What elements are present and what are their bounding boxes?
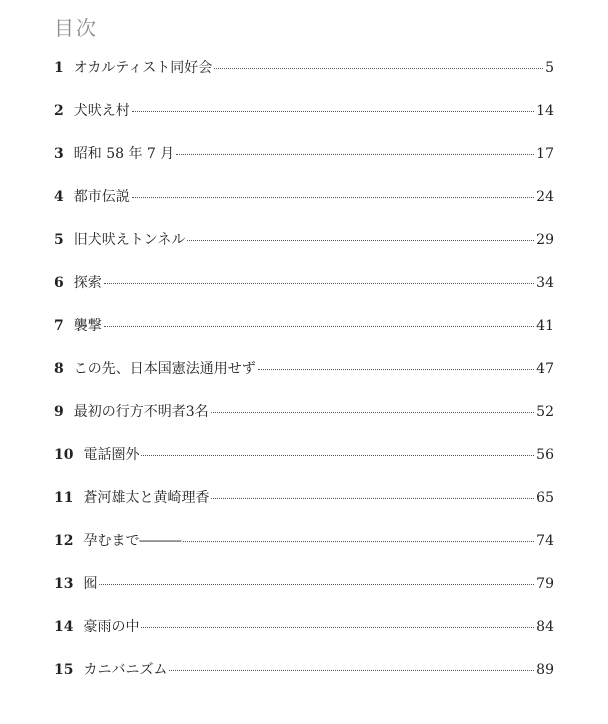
- toc-entry-number: 15: [54, 662, 74, 678]
- toc-entry[interactable]: [54, 617, 554, 660]
- toc-entry-title[interactable]: 最初の行方不明者3名: [73, 404, 209, 420]
- toc-entry[interactable]: [54, 101, 554, 144]
- toc-entry-page-number[interactable]: 14: [536, 103, 554, 119]
- dot-leader: [183, 541, 534, 542]
- toc-list: [54, 58, 554, 703]
- toc-entry-number: 5: [54, 232, 64, 248]
- toc-entry-title[interactable]: 囮: [83, 576, 98, 592]
- toc-entry-title[interactable]: 昭和 58 年 7 月: [73, 146, 175, 162]
- toc-entry-title[interactable]: 孕むまで―――: [83, 533, 182, 549]
- toc-entry-number: 2: [54, 103, 64, 119]
- toc-entry-number: 3: [54, 146, 64, 162]
- toc-entry-page-number[interactable]: 56: [536, 447, 554, 463]
- toc-entry-number: 6: [54, 275, 64, 291]
- toc-entry-number: 7: [54, 318, 64, 334]
- toc-entry[interactable]: [54, 574, 554, 617]
- toc-entry[interactable]: [54, 402, 554, 445]
- toc-title: 目次: [54, 16, 98, 40]
- toc-entry-number: 9: [54, 404, 64, 420]
- toc-entry-page-number[interactable]: 47: [536, 361, 554, 377]
- toc-entry[interactable]: [54, 359, 554, 402]
- toc-entry-title[interactable]: 旧犬吠えトンネル: [73, 232, 186, 248]
- toc-entry[interactable]: [54, 273, 554, 316]
- toc-entry-title[interactable]: オカルティスト同好会: [73, 60, 213, 76]
- toc-entry[interactable]: [54, 187, 554, 230]
- toc-entry-page-number[interactable]: 24: [536, 189, 554, 205]
- toc-entry-title[interactable]: 襲撃: [73, 318, 102, 334]
- toc-entry-page-number[interactable]: 5: [545, 60, 554, 76]
- toc-entry-number: 10: [54, 447, 74, 463]
- toc-entry-title[interactable]: 蒼河雄太と黄崎理香: [83, 490, 210, 506]
- toc-entry-page-number[interactable]: 74: [536, 533, 554, 549]
- toc-entry-number: 12: [54, 533, 74, 549]
- dot-leader: [104, 326, 534, 327]
- toc-entry-page-number[interactable]: 84: [536, 619, 554, 635]
- toc-entry-number: 11: [54, 490, 74, 506]
- toc-entry[interactable]: [54, 531, 554, 574]
- toc-entry-title[interactable]: 探索: [73, 275, 102, 291]
- toc-entry[interactable]: [54, 660, 554, 703]
- toc-entry-page-number[interactable]: 79: [536, 576, 554, 592]
- toc-entry-title[interactable]: 豪雨の中: [83, 619, 140, 635]
- toc-entry-title[interactable]: 電話圏外: [83, 447, 140, 463]
- toc-entry[interactable]: [54, 445, 554, 488]
- dot-leader: [132, 197, 534, 198]
- toc-entry-number: 13: [54, 576, 74, 592]
- toc-entry[interactable]: [54, 316, 554, 359]
- toc-entry-page-number[interactable]: 41: [536, 318, 554, 334]
- dot-leader: [169, 670, 534, 671]
- dot-leader: [141, 627, 534, 628]
- toc-entry-page-number[interactable]: 17: [536, 146, 554, 162]
- toc-entry-page-number[interactable]: 52: [536, 404, 554, 420]
- toc-entry-page-number[interactable]: 89: [536, 662, 554, 678]
- toc-entry-page-number[interactable]: 34: [536, 275, 554, 291]
- dot-leader: [132, 111, 534, 112]
- toc-entry-title[interactable]: この先、日本国憲法通用せず: [73, 361, 256, 377]
- toc-entry[interactable]: [54, 144, 554, 187]
- dot-leader: [258, 369, 534, 370]
- dot-leader: [211, 498, 534, 499]
- toc-entry[interactable]: [54, 58, 554, 101]
- toc-entry[interactable]: [54, 488, 554, 531]
- toc-entry-number: 4: [54, 189, 64, 205]
- toc-entry-title[interactable]: 都市伝説: [73, 189, 130, 205]
- toc-entry-number: 14: [54, 619, 74, 635]
- dot-leader: [214, 68, 543, 69]
- dot-leader: [211, 412, 535, 413]
- toc-entry-number: 8: [54, 361, 64, 377]
- dot-leader: [141, 455, 534, 456]
- toc-entry[interactable]: [54, 230, 554, 273]
- toc-entry-page-number[interactable]: 65: [536, 490, 554, 506]
- toc-entry-title[interactable]: 犬吠え村: [73, 103, 130, 119]
- toc-entry-page-number[interactable]: 29: [536, 232, 554, 248]
- toc-entry-title[interactable]: カニバニズム: [83, 662, 168, 678]
- dot-leader: [176, 154, 534, 155]
- toc-entry-number: 1: [54, 60, 64, 76]
- dot-leader: [104, 283, 534, 284]
- dot-leader: [99, 584, 534, 585]
- dot-leader: [187, 240, 534, 241]
